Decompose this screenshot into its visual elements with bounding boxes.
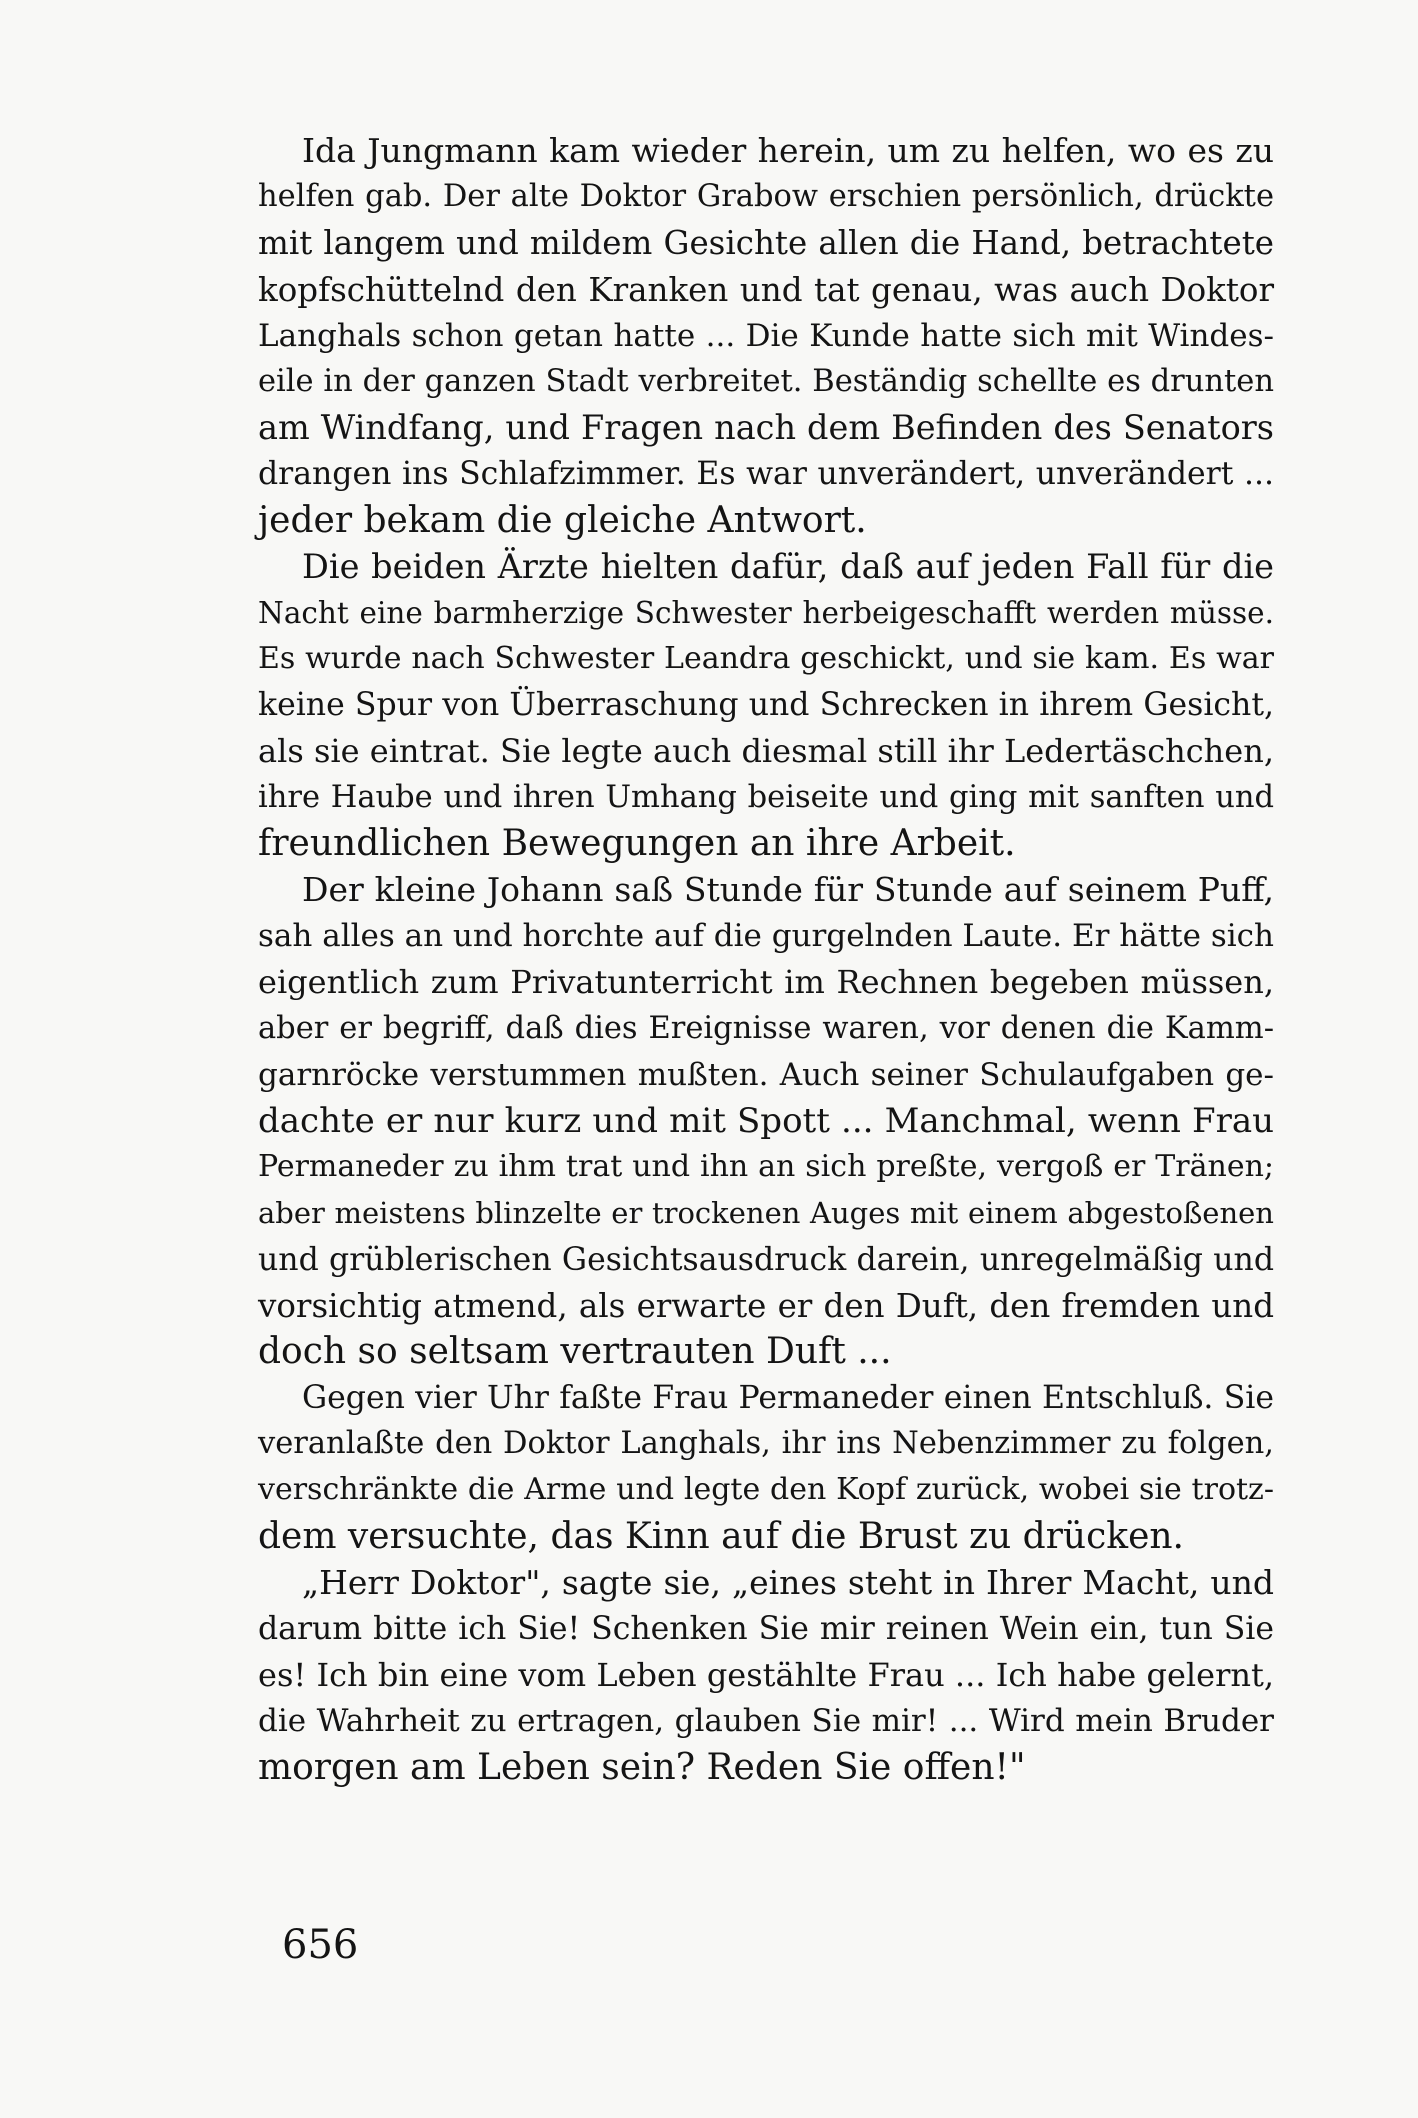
page-number: 656 — [282, 1922, 359, 1968]
text-line: aber meistens blinzelte er trockenen Auges mit einem abgestoßenen — [258, 1196, 1274, 1231]
text-line: darum bitte ich Sie! Schenken Sie mir reinen Wein ein, tun Sie — [258, 1611, 1274, 1647]
text-line: doch so seltsam vertrauten Duft ... — [258, 1330, 892, 1372]
text-line: helfen gab. Der alte Doktor Grabow erschien persönlich, drückte — [258, 179, 1274, 215]
text-line: am Windfang, und Fragen nach dem Befinden des Senators — [258, 408, 1274, 448]
text-line: drangen ins Schlafzimmer. Es war unverändert, unverändert ... — [258, 456, 1274, 493]
text-line: Langhals schon getan hatte ... Die Kunde hatte sich mit Windes- — [258, 317, 1274, 354]
text-line: Es wurde nach Schwester Leandra geschickt, und sie kam. Es war — [258, 641, 1274, 677]
text-line: kopfschüttelnd den Kranken und tat genau, was auch Doktor — [258, 270, 1274, 309]
text-line: verschränkte die Arme und legte den Kopf zurück, wobei sie trotz- — [258, 1472, 1274, 1508]
text-line: ihre Haube und ihren Umhang beiseite und ging mit sanften und — [258, 779, 1274, 815]
text-line: Gegen vier Uhr faßte Frau Permaneder einen Entschluß. Sie — [302, 1380, 1274, 1417]
text-line: dem versuchte, das Kinn auf die Brust zu drücken. — [258, 1515, 1184, 1557]
text-line: vorsichtig atmend, als erwarte er den Duft, den fremden und — [258, 1286, 1274, 1325]
text-line: garnröcke verstummen mußten. Auch seiner Schulaufgaben ge- — [258, 1056, 1274, 1093]
text-line: „Herr Doktor", sagte sie, „eines steht in Ihrer Macht, und — [302, 1562, 1274, 1602]
text-line: Permaneder zu ihm trat und ihn an sich preßte, vergoß er Tränen; — [258, 1149, 1274, 1185]
text-line: es! Ich bin eine vom Leben gestählte Frau ... Ich habe gelernt, — [258, 1656, 1274, 1695]
text-line: eile in der ganzen Stadt verbreitet. Beständig schellte es drunten — [258, 363, 1274, 399]
text-line: Ida Jungmann kam wieder herein, um zu helfen, wo es zu — [302, 131, 1274, 170]
text-line: Die beiden Ärzte hielten dafür, daß auf jeden Fall für die — [302, 546, 1274, 586]
text-line: Nacht eine barmherzige Schwester herbeigeschafft werden müsse. — [258, 595, 1274, 630]
text-line: sah alles an und horchte auf die gurgelnden Laute. Er hätte sich — [258, 918, 1274, 955]
body-text — [258, 128, 1274, 1791]
text-line: dachte er nur kurz und mit Spott ... Manchmal, wenn Frau — [258, 1100, 1274, 1141]
paragraph — [258, 867, 1274, 1375]
text-line: morgen am Leben sein? Reden Sie offen!" — [258, 1746, 1026, 1788]
text-line: aber er begriff, daß dies Ereignisse waren, vor denen die Kamm- — [258, 1010, 1274, 1046]
text-line: und grüblerischen Gesichtsausdruck darein, unregelmäßig und — [258, 1241, 1274, 1278]
paragraph — [258, 1560, 1274, 1791]
text-line: eigentlich zum Privatunterricht im Rechnen begeben müssen, — [258, 963, 1274, 1002]
paragraph — [258, 544, 1274, 867]
text-line: keine Spur von Überraschung und Schrecken in ihrem Gesicht, — [258, 687, 1274, 724]
text-line: die Wahrheit zu ertragen, glauben Sie mir! ... Wird mein Bruder — [258, 1703, 1274, 1740]
text-line: veranlaßte den Doktor Langhals, ihr ins Nebenzimmer zu folgen, — [258, 1426, 1274, 1462]
text-line: Der kleine Johann saß Stunde für Stunde auf seinem Puff, — [302, 870, 1274, 909]
text-line: als sie eintrat. Sie legte auch diesmal still ihr Ledertäschchen, — [258, 732, 1274, 771]
text-line: mit langem und mildem Gesichte allen die Hand, betrachtete — [258, 224, 1274, 263]
paragraph — [258, 1375, 1274, 1560]
text-line: freundlichen Bewegungen an ihre Arbeit. — [258, 822, 1016, 864]
text-line: jeder bekam die gleiche Antwort. — [258, 499, 867, 541]
paragraph — [258, 128, 1274, 544]
